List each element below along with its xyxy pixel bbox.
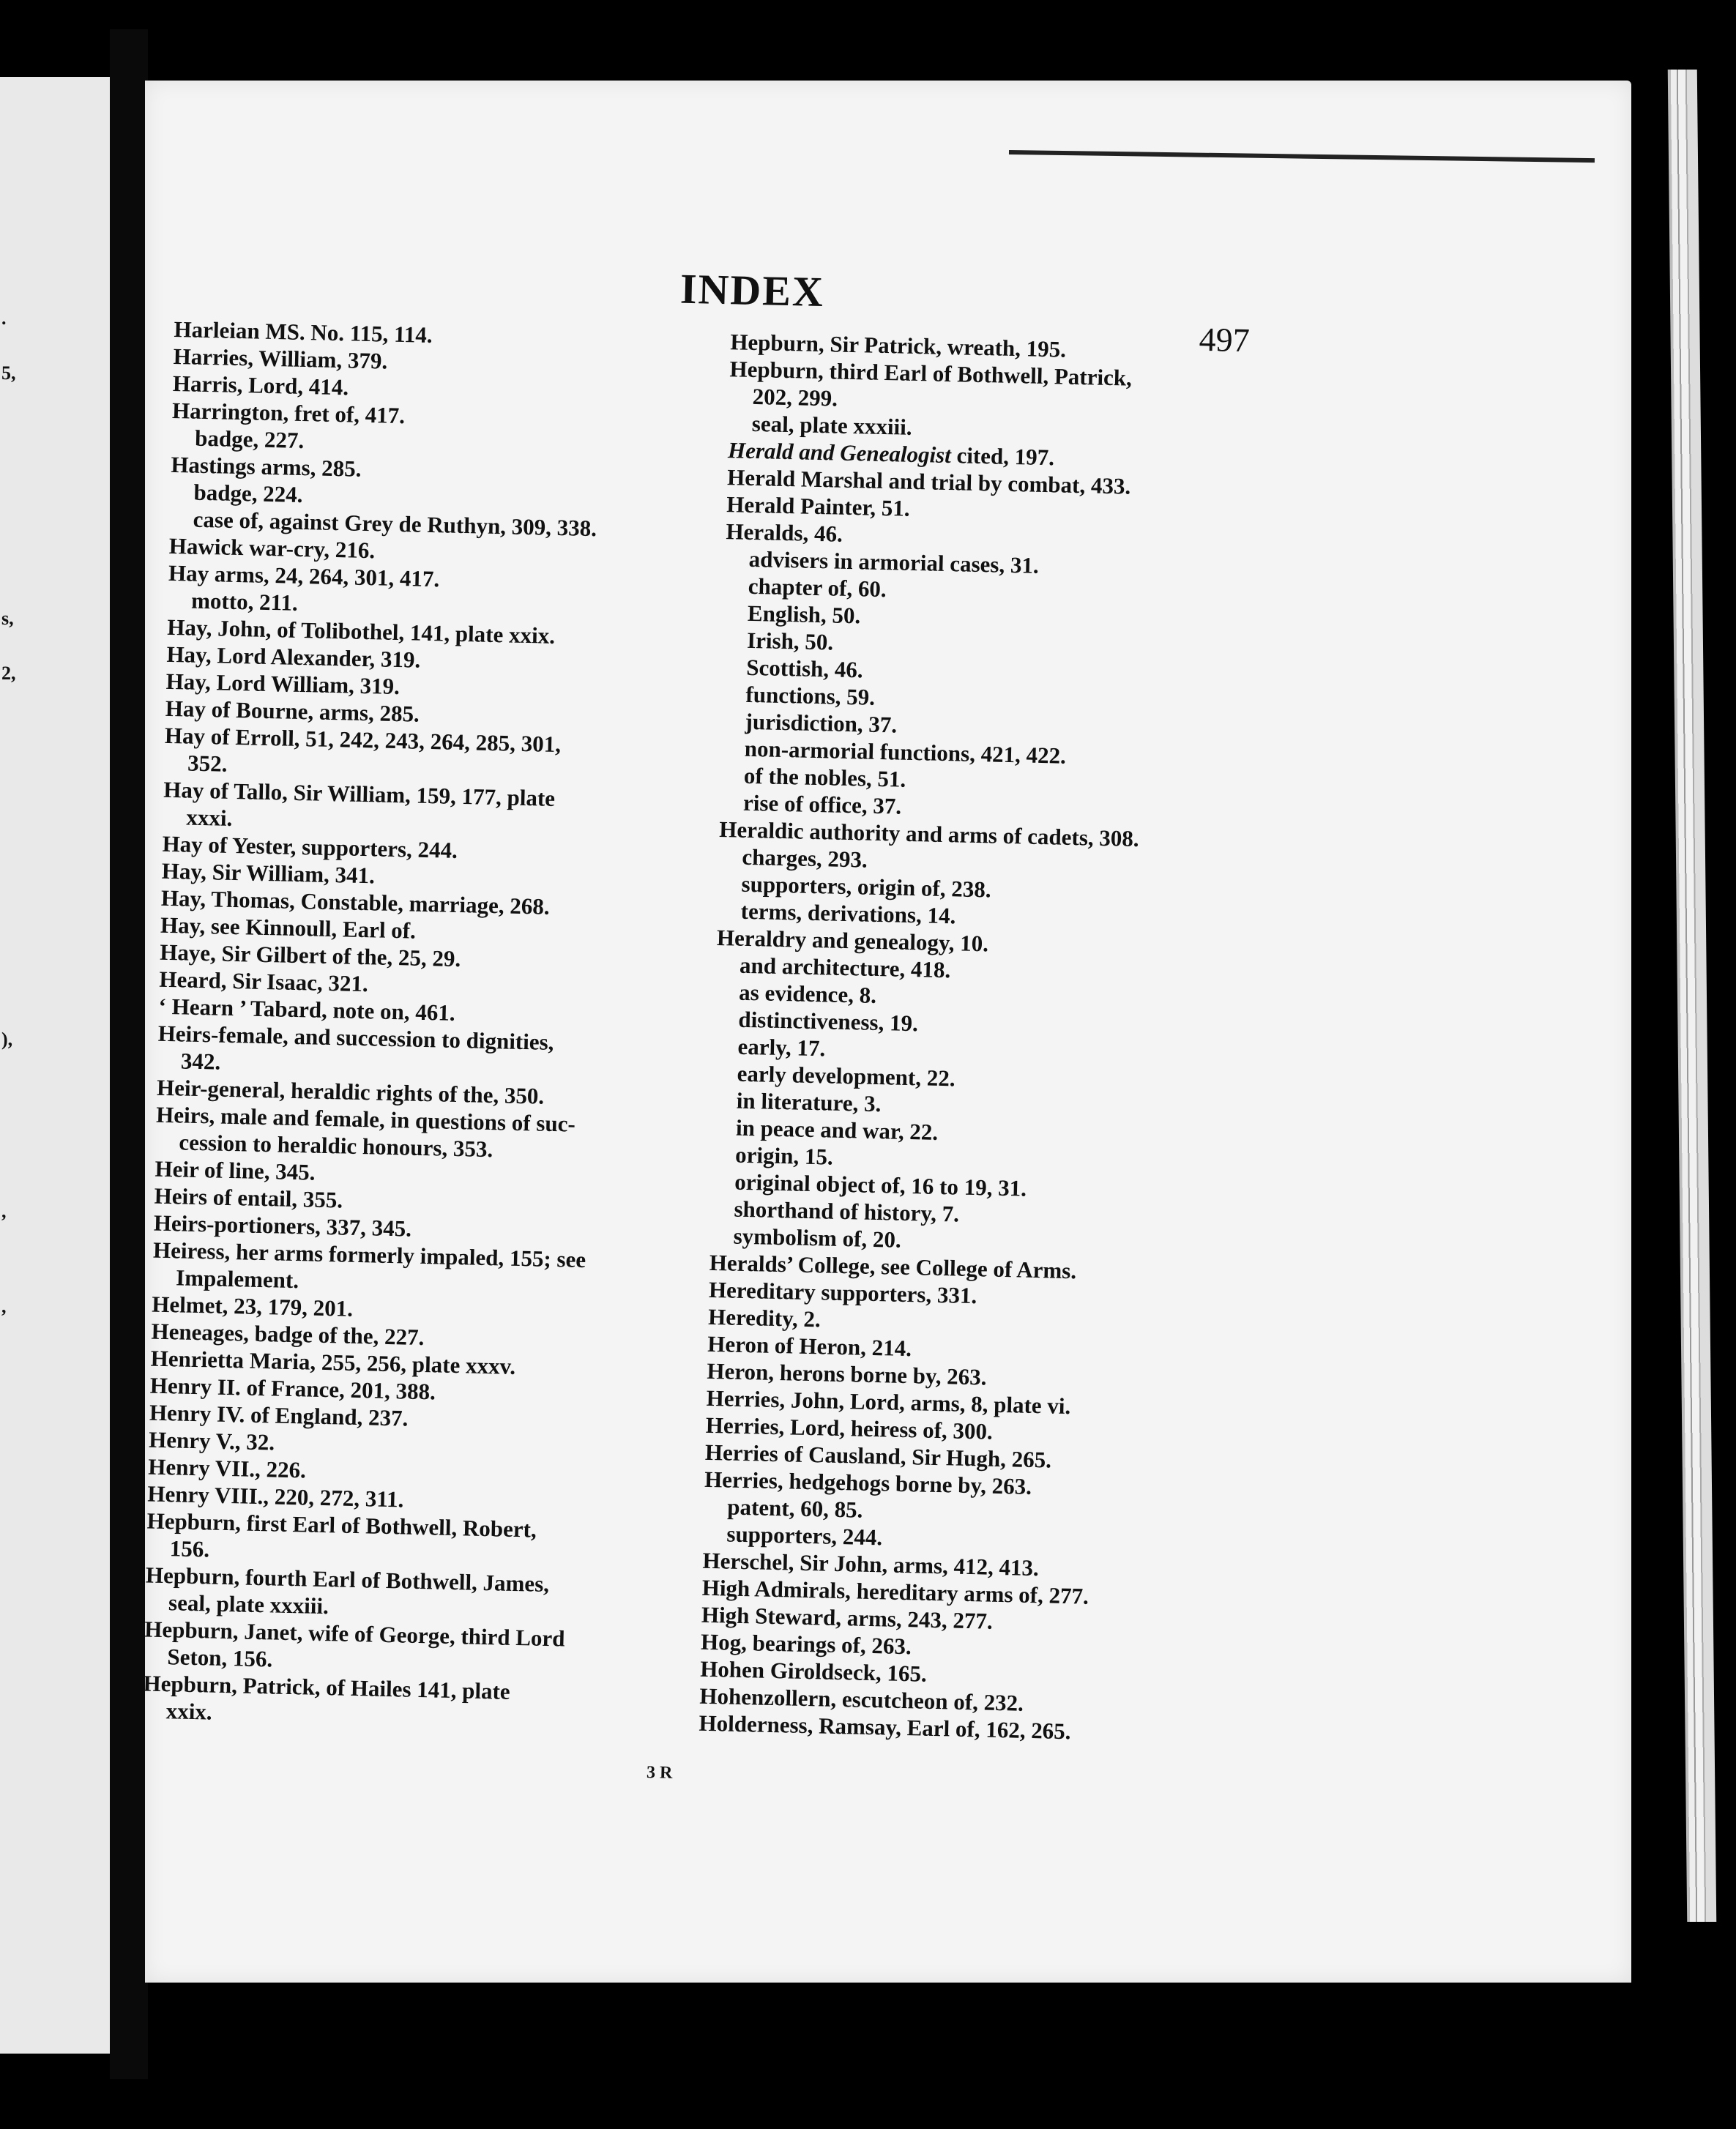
index-entry: Heraldry and genealogy, 10. xyxy=(716,925,989,957)
index-entry: in peace and war, 22. xyxy=(735,1114,939,1145)
index-entry: badge, 224. xyxy=(193,479,303,508)
index-entry: Hepburn, fourth Earl of Bothwell, James, xyxy=(145,1562,550,1597)
index-entry: early, 17. xyxy=(737,1033,826,1062)
index-entry: Henry VII., 226. xyxy=(147,1453,307,1483)
edge-fragment: , xyxy=(1,1201,7,1222)
index-entry: chapter of, 60. xyxy=(748,573,887,603)
edge-fragment: 2, xyxy=(1,663,16,684)
index-entry: High Admirals, hereditary arms of, 277. xyxy=(701,1574,1089,1609)
edge-fragment: , xyxy=(1,1296,7,1317)
index-entry: charges, 293. xyxy=(742,843,868,873)
index-entry: Hawick war-cry, 216. xyxy=(168,532,376,564)
index-entry: Heard, Sir Isaac, 321. xyxy=(159,966,369,997)
index-entry: Heredity, 2. xyxy=(707,1303,822,1332)
index-entry: supporters, 244. xyxy=(726,1521,883,1551)
index-entry: Hay, see Kinnoull, Earl of. xyxy=(160,911,417,944)
index-entry: Harries, William, 379. xyxy=(173,343,388,374)
index-entry: supporters, origin of, 238. xyxy=(741,870,991,903)
index-entry: terms, derivations, 14. xyxy=(740,898,956,929)
index-entry: Harleian MS. No. 115, 114. xyxy=(174,316,433,348)
index-entry: Impalement. xyxy=(175,1264,299,1294)
index-entry: Harrington, fret of, 417. xyxy=(171,397,406,429)
index-entry: 202, 299. xyxy=(752,383,838,411)
index-entry: Hay, Lord Alexander, 319. xyxy=(166,641,421,673)
index-entry: Heiress, her arms formerly impaled, 155; see xyxy=(152,1237,586,1273)
edge-fragment: ), xyxy=(1,1029,13,1050)
index-entry: cession to heraldic honours, 353. xyxy=(179,1129,493,1163)
index-entry: motto, 211. xyxy=(190,587,299,616)
edge-fragment: 5, xyxy=(1,362,16,384)
index-entry: seal, plate xxxiii. xyxy=(168,1589,329,1619)
index-entry: Henrietta Maria, 255, 256, plate xxxv. xyxy=(150,1345,516,1379)
edge-fragment: s, xyxy=(1,608,14,629)
index-entry: Hay, Thomas, Constable, marriage, 268. xyxy=(160,884,551,920)
book-spine xyxy=(110,29,148,2079)
index-entry: Herries, Lord, heiress of, 300. xyxy=(705,1412,994,1444)
index-column-left xyxy=(142,316,686,1735)
page-number: 497 xyxy=(1199,320,1251,359)
index-entry: Hay of Erroll, 51, 242, 243, 264, 285, 301, xyxy=(164,722,562,758)
index-entry: Helmet, 23, 179, 201. xyxy=(152,1291,354,1321)
index-entry: Henry V., 32. xyxy=(148,1426,275,1455)
index-entry: Hay of Tallo, Sir William, 159, 177, plate xyxy=(163,776,556,811)
index-entry: Harris, Lord, 414. xyxy=(172,370,349,400)
index-entry: ‘ Hearn ’ Tabard, note on, 461. xyxy=(158,993,455,1026)
page-stack-edge xyxy=(1668,70,1716,1922)
index-entry: Henry II. of France, 201, 388. xyxy=(149,1372,436,1405)
index-entry: Irish, 50. xyxy=(746,627,834,655)
index-entry: Hay of Bourne, arms, 285. xyxy=(165,695,420,727)
index-entry: Herald and Genealogist cited, 197. xyxy=(727,437,1055,471)
index-entry: xxxi. xyxy=(186,804,233,831)
index-entry: Hay of Yester, supporters, 244. xyxy=(162,830,458,863)
index-entry: xxix. xyxy=(165,1698,213,1725)
index-entry: Hog, bearings of, 263. xyxy=(700,1628,912,1660)
index-entry: Hay, Sir William, 341. xyxy=(161,857,376,889)
index-entry: rise of office, 37. xyxy=(742,789,902,819)
index-entry: Seton, 156. xyxy=(167,1644,273,1672)
index-entry: High Steward, arms, 243, 277. xyxy=(701,1601,994,1634)
index-entry: Heron of Heron, 214. xyxy=(707,1330,912,1362)
index-entry: jurisdiction, 37. xyxy=(745,708,898,738)
index-entry: Heralds’ College, see College of Arms. xyxy=(709,1249,1077,1284)
index-entry: in literature, 3. xyxy=(736,1087,882,1117)
index-entry: Herald Marshal and trial by combat, 433. xyxy=(726,464,1131,499)
index-entry: Heirs of entail, 355. xyxy=(154,1182,343,1213)
index-entry: Hastings arms, 285. xyxy=(171,451,362,482)
index-entry: origin, 15. xyxy=(734,1141,834,1170)
index-entry: Herald Painter, 51. xyxy=(726,491,911,521)
index-entry: Holderness, Ramsay, Earl of, 162, 265. xyxy=(699,1709,1071,1745)
index-entry: Hohenzollern, escutcheon of, 232. xyxy=(699,1682,1024,1716)
index-entry: Hay, Lord William, 319. xyxy=(165,668,401,700)
index-entry: Herries, John, Lord, arms, 8, plate vi. xyxy=(706,1384,1071,1420)
index-entry: patent, 60, 85. xyxy=(726,1494,863,1523)
index-entry: Hepburn, first Earl of Bothwell, Robert, xyxy=(146,1507,537,1543)
index-entry: Heirs-portioners, 337, 345. xyxy=(153,1209,412,1242)
index-entry: Hay arms, 24, 264, 301, 417. xyxy=(168,559,440,592)
index-entry: non-armorial functions, 421, 422. xyxy=(744,735,1067,769)
index-entry: Herries of Causland, Sir Hugh, 265. xyxy=(704,1439,1052,1473)
index-entry: seal, plate xxxiii. xyxy=(751,410,912,440)
index-entry: Heron, herons borne by, 263. xyxy=(707,1357,987,1390)
index-entry: 342. xyxy=(180,1048,221,1075)
printer-signature: 3 R xyxy=(646,1763,673,1783)
index-entry: distinctiveness, 19. xyxy=(738,1006,919,1037)
index-entry: Hereditary supporters, 331. xyxy=(708,1276,977,1309)
index-entry: Herschel, Sir John, arms, 412, 413. xyxy=(702,1547,1040,1581)
index-entry: Heir of line, 345. xyxy=(154,1155,316,1185)
index-entry: Hepburn, Patrick, of Hailes 141, plate xyxy=(143,1670,511,1704)
index-entry: Hay, John, of Tolibothel, 141, plate xxix. xyxy=(166,614,556,649)
index-entry: functions, 59. xyxy=(745,681,876,710)
index-entry: Hepburn, third Earl of Bothwell, Patrick, xyxy=(729,356,1133,391)
page-title: INDEX xyxy=(679,264,825,316)
index-entry: Heneages, badge of the, 227. xyxy=(151,1318,425,1351)
page-edge-rule xyxy=(1009,150,1595,163)
index-entry: Haye, Sir Gilbert of the, 25, 29. xyxy=(159,939,461,972)
index-entry: Hepburn, Janet, wife of George, third Lord xyxy=(144,1616,565,1652)
index-entry: 352. xyxy=(187,750,228,777)
index-entry: Henry IV. of England, 237. xyxy=(149,1399,409,1431)
index-entry: symbolism of, 20. xyxy=(733,1223,902,1253)
index-entry: badge, 227. xyxy=(194,425,305,454)
index-entry: 156. xyxy=(169,1535,210,1562)
index-entry: Hohen Giroldseck, 165. xyxy=(699,1655,928,1687)
index-entry: shorthand of history, 7. xyxy=(734,1196,960,1227)
edge-fragment: . xyxy=(1,307,7,329)
index-column-right xyxy=(699,328,1286,1749)
index-entry: Hepburn, Sir Patrick, wreath, 195. xyxy=(730,329,1067,362)
index-entry: Heirs-female, and succession to dignities, xyxy=(157,1020,554,1055)
index-entry: case of, against Grey de Ruthyn, 309, 338. xyxy=(193,506,597,542)
index-entry: and architecture, 418. xyxy=(739,952,951,983)
index-entry: as evidence, 8. xyxy=(738,979,877,1008)
index-entry: advisers in armorial cases, 31. xyxy=(748,545,1040,578)
facing-page-edge xyxy=(0,77,114,2054)
index-entry: original object of, 16 to 19, 31. xyxy=(734,1168,1027,1201)
index-entry: Heralds, 46. xyxy=(726,518,843,547)
index-entry: early development, 22. xyxy=(737,1060,955,1092)
index-entry: Heir-general, heraldic rights of the, 350. xyxy=(156,1074,545,1109)
index-entry: Scottish, 46. xyxy=(745,654,864,683)
index-entry: of the nobles, 51. xyxy=(743,762,906,792)
index-entry: Heraldic authority and arms of cadets, 308. xyxy=(718,816,1140,852)
index-entry: Henry VIII., 220, 272, 311. xyxy=(147,1480,404,1513)
index-entry: English, 50. xyxy=(747,600,861,629)
index-entry: Heirs, male and female, in questions of suc- xyxy=(155,1101,576,1137)
index-entry: Herries, hedgehogs borne by, 263. xyxy=(704,1466,1032,1499)
